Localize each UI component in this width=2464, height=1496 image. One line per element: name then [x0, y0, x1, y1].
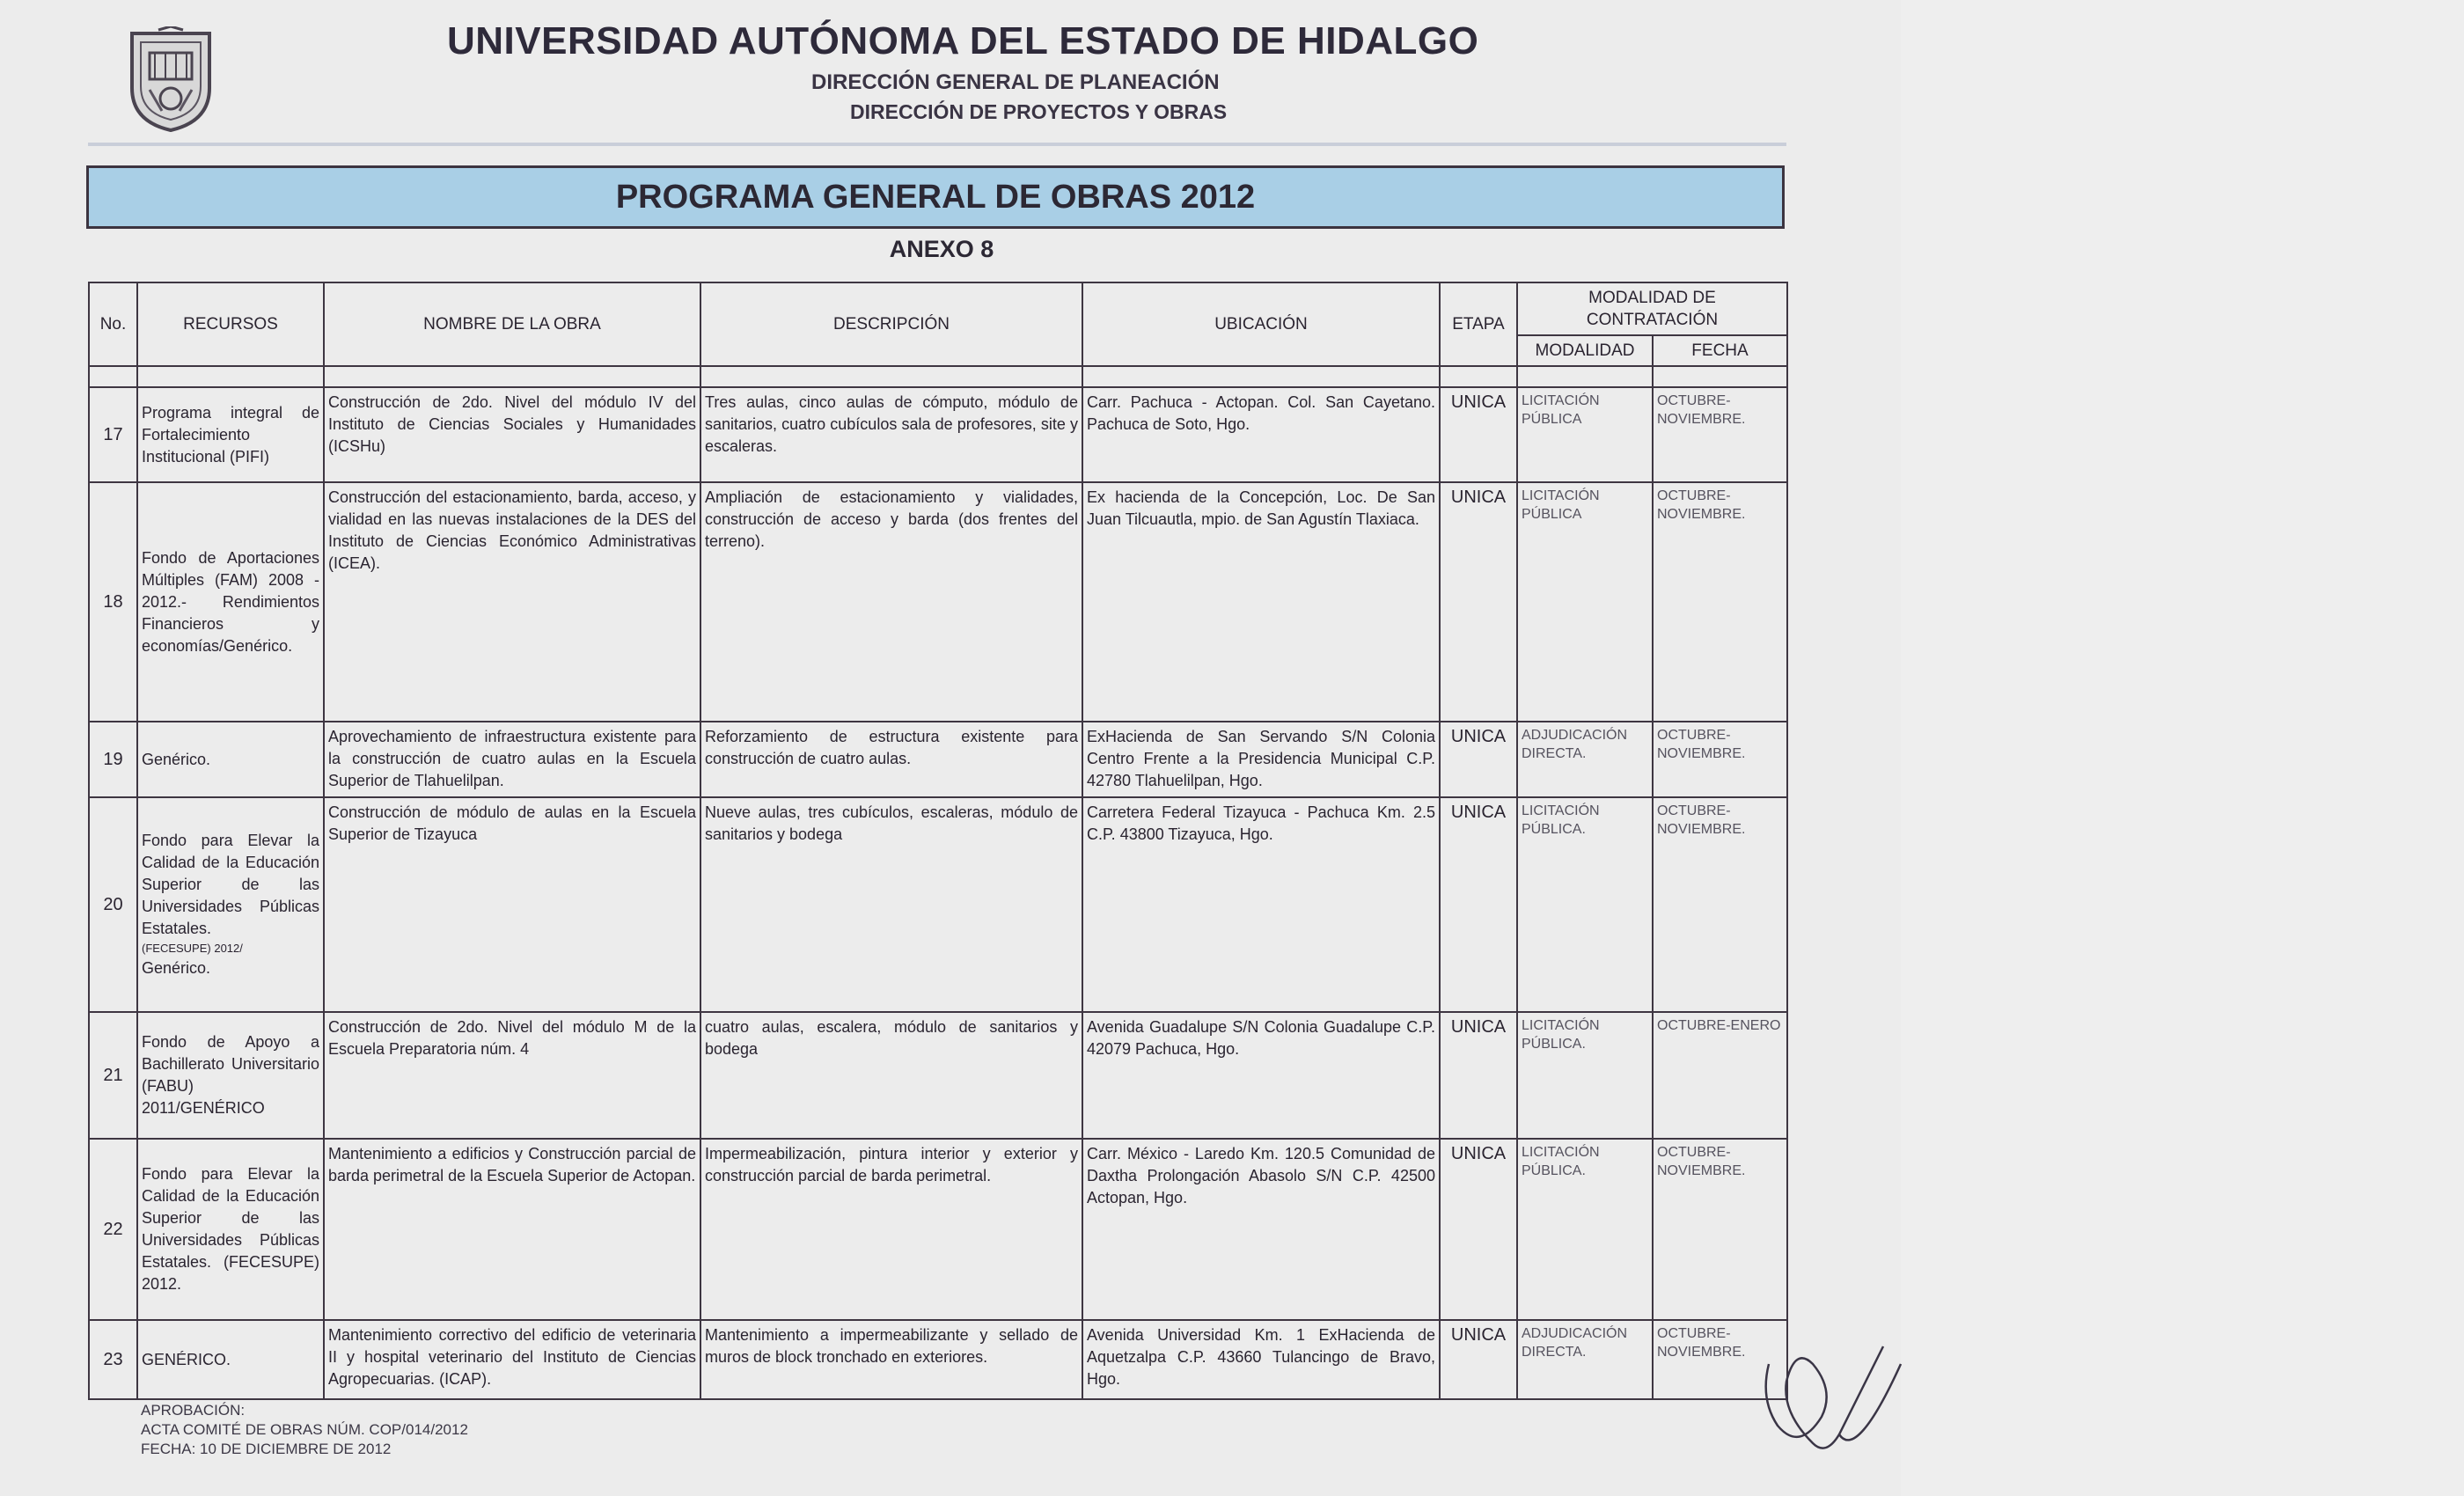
works-table — [88, 282, 1788, 1400]
row-recursos-tail: Genérico. — [142, 959, 211, 977]
university-seal-icon — [123, 26, 218, 134]
row-ubicacion: Ex hacienda de la Concepción, Loc. De San Juan Tilcuautla, mpio. de San Agustín Tlaxiaca. — [1082, 482, 1440, 722]
row-etapa: UNICA — [1440, 722, 1517, 797]
row-descripcion: cuatro aulas, escalera, módulo de sanitarios y bodega — [700, 1012, 1082, 1139]
approval-label: APROBACIÓN: — [141, 1402, 246, 1419]
row-descripcion: Nueve aulas, tres cubículos, escaleras, módulo de sanitarios y bodega — [700, 797, 1082, 1012]
row-recursos: Fondo de Apoyo a Bachillerato Universitario (FABU) 2011/GENÉRICO — [137, 1012, 324, 1139]
row-modalidad: ADJUDICACIÓN DIRECTA. — [1517, 722, 1653, 797]
row-recursos-extra — [142, 940, 319, 957]
row-modalidad: LICITACIÓN PÚBLICA. — [1517, 1012, 1653, 1139]
row-number: 23 — [89, 1320, 137, 1399]
table-row — [89, 482, 1787, 722]
table-row — [89, 1139, 1787, 1320]
row-modalidad: LICITACIÓN PÚBLICA. — [1517, 1139, 1653, 1320]
row-descripcion: Tres aulas, cinco aulas de cómputo, módulo de sanitarios, cuatro cubículos sala de profesores, site y escaleras. — [700, 387, 1082, 482]
row-descripcion: Impermeabilización, pintura interior y exterior y construcción parcial de barda perimetral. — [700, 1139, 1082, 1320]
row-modalidad: LICITACIÓN PÚBLICA — [1517, 387, 1653, 482]
row-nombre: Construcción de 2do. Nivel del módulo IV del Instituto de Ciencias Sociales y Humanidades (ICSHu) — [324, 387, 700, 482]
row-recursos-cell — [137, 797, 324, 1012]
row-number: 20 — [89, 797, 137, 1012]
row-nombre: Construcción del estacionamiento, barda, acceso, y vialidad en las nuevas instalaciones de la DES del Instituto de Ciencias Económico Administrativas (ICEA). — [324, 482, 700, 722]
approval-footer — [141, 1401, 468, 1459]
header-recursos: RECURSOS — [137, 282, 324, 366]
table-row — [89, 797, 1787, 1012]
table-row — [89, 722, 1787, 797]
signature-icon — [1751, 1329, 1927, 1470]
row-number: 18 — [89, 482, 137, 722]
row-recursos-code: (FECESUPE) 2012/ — [142, 942, 243, 955]
header-descripcion: DESCRIPCIÓN — [700, 282, 1082, 366]
row-fecha: OCTUBRE-NOVIEMBRE. — [1653, 722, 1787, 797]
row-etapa: UNICA — [1440, 1139, 1517, 1320]
row-etapa: UNICA — [1440, 1012, 1517, 1139]
row-etapa: UNICA — [1440, 797, 1517, 1012]
header-divider — [88, 143, 1786, 146]
row-ubicacion: Carr. Pachuca - Actopan. Col. San Cayetano. Pachuca de Soto, Hgo. — [1082, 387, 1440, 482]
table-row — [89, 1320, 1787, 1399]
row-etapa: UNICA — [1440, 1320, 1517, 1399]
annex-label: ANEXO 8 — [889, 236, 994, 262]
row-number: 21 — [89, 1012, 137, 1139]
program-banner — [86, 165, 1785, 229]
row-nombre: Construcción de 2do. Nivel del módulo M de la Escuela Preparatoria núm. 4 — [324, 1012, 700, 1139]
approval-act: ACTA COMITÉ DE OBRAS NÚM. COP/014/2012 — [141, 1421, 468, 1438]
row-fecha: OCTUBRE-NOVIEMBRE. — [1653, 1320, 1787, 1399]
row-ubicacion: Carretera Federal Tizayuca - Pachuca Km. 2.5 C.P. 43800 Tizayuca, Hgo. — [1082, 797, 1440, 1012]
row-modalidad: LICITACIÓN PÚBLICA. — [1517, 797, 1653, 1012]
row-descripcion: Reforzamiento de estructura existente para construcción de cuatro aulas. — [700, 722, 1082, 797]
program-title: PROGRAMA GENERAL DE OBRAS 2012 — [615, 178, 1256, 216]
header-modalidad-group: MODALIDAD DE CONTRATACIÓN — [1517, 282, 1787, 335]
row-fecha: OCTUBRE-ENERO — [1653, 1012, 1787, 1139]
table-row — [89, 1012, 1787, 1139]
row-recursos: Fondo para Elevar la Calidad de la Educación Superior de las Universidades Públicas Estatales. (FECESUPE) 2012. — [137, 1139, 324, 1320]
row-fecha: OCTUBRE-NOVIEMBRE. — [1653, 482, 1787, 722]
row-ubicacion: Carr. México - Laredo Km. 120.5 Comunidad de Daxtha Prolongación Abasolo S/N C.P. 42500 Actopan, Hgo. — [1082, 1139, 1440, 1320]
row-ubicacion: Avenida Universidad Km. 1 ExHacienda de Aquetzalpa C.P. 43660 Tulancingo de Bravo, Hgo. — [1082, 1320, 1440, 1399]
row-recursos: Fondo para Elevar la Calidad de la Educación Superior de las Universidades Públicas Estatales. — [142, 832, 319, 937]
department-title: DIRECCIÓN DE PROYECTOS Y OBRAS — [850, 100, 1228, 123]
row-fecha: OCTUBRE-NOVIEMBRE. — [1653, 387, 1787, 482]
row-nombre: Aprovechamiento de infraestructura existente para la construcción de cuatro aulas en la Escuela Superior de Tlahuelilpan. — [324, 722, 700, 797]
row-ubicacion: ExHacienda de San Servando S/N Colonia Centro Frente a la Presidencia Municipal C.P. 42780 Tlahuelilpan, Hgo. — [1082, 722, 1440, 797]
row-number: 22 — [89, 1139, 137, 1320]
university-title: UNIVERSIDAD AUTÓNOMA DEL ESTADO DE HIDALGO — [447, 19, 1479, 62]
row-nombre: Construcción de módulo de aulas en la Escuela Superior de Tizayuca — [324, 797, 700, 1012]
row-ubicacion: Avenida Guadalupe S/N Colonia Guadalupe C.P. 42079 Pachuca, Hgo. — [1082, 1012, 1440, 1139]
row-recursos: Fondo de Aportaciones Múltiples (FAM) 2008 - 2012.- Rendimientos Financieros y economías/Genérico. — [137, 482, 324, 722]
header-no: No. — [89, 282, 137, 366]
row-nombre: Mantenimiento a edificios y Construcción parcial de barda perimetral de la Escuela Superior de Actopan. — [324, 1139, 700, 1320]
row-nombre: Mantenimiento correctivo del edificio de veterinaria II y hospital veterinario del Instituto de Ciencias Agropecuarias. (ICAP). — [324, 1320, 700, 1399]
header-etapa: ETAPA — [1440, 282, 1517, 366]
row-etapa: UNICA — [1440, 387, 1517, 482]
row-recursos: GENÉRICO. — [137, 1320, 324, 1399]
row-descripcion: Ampliación de estacionamiento y vialidades, construcción de acceso y barda (dos frentes del terreno). — [700, 482, 1082, 722]
header-ubicacion: UBICACIÓN — [1082, 282, 1440, 366]
approval-date: FECHA: 10 DE DICIEMBRE DE 2012 — [141, 1441, 392, 1457]
row-fecha: OCTUBRE-NOVIEMBRE. — [1653, 797, 1787, 1012]
table-spacer-row — [89, 366, 1787, 387]
row-descripcion: Mantenimiento a impermeabilizante y sellado de muros de block tronchado en exteriores. — [700, 1320, 1082, 1399]
header-nombre: NOMBRE DE LA OBRA — [324, 282, 700, 366]
row-fecha: OCTUBRE-NOVIEMBRE. — [1653, 1139, 1787, 1320]
row-recursos: Genérico. — [137, 722, 324, 797]
table-row — [89, 387, 1787, 482]
direction-title: DIRECCIÓN GENERAL DE PLANEACIÓN — [811, 70, 1220, 94]
table-header-row — [89, 282, 1787, 335]
header-modalidad: MODALIDAD — [1517, 335, 1653, 366]
header-fecha: FECHA — [1653, 335, 1787, 366]
row-number: 17 — [89, 387, 137, 482]
row-number: 19 — [89, 722, 137, 797]
row-modalidad: ADJUDICACIÓN DIRECTA. — [1517, 1320, 1653, 1399]
row-modalidad: LICITACIÓN PÚBLICA — [1517, 482, 1653, 722]
row-recursos: Programa integral de Fortalecimiento Institucional (PIFI) — [137, 387, 324, 482]
row-etapa: UNICA — [1440, 482, 1517, 722]
